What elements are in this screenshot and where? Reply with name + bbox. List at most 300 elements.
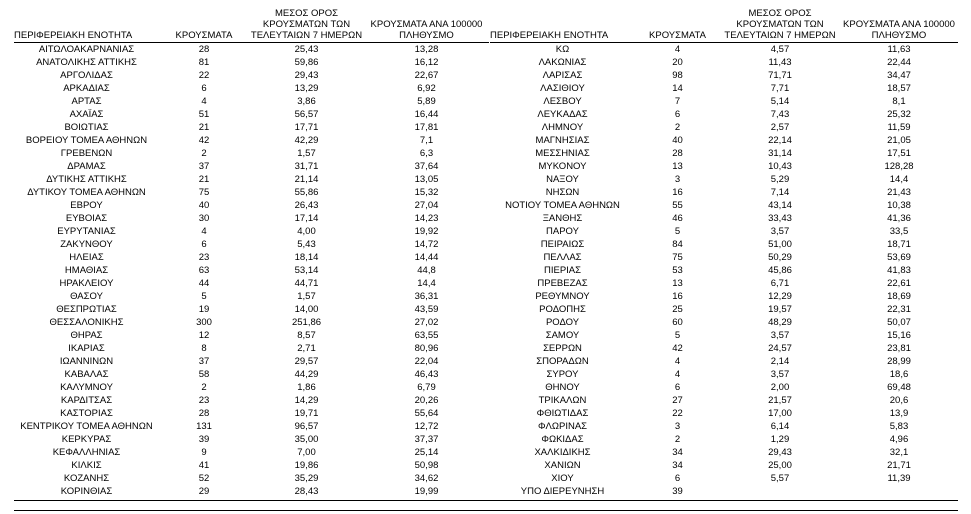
per100k-cell: 11,59: [887, 122, 911, 133]
per100k-cell: 7,1: [419, 135, 434, 146]
table-row: [490, 368, 958, 381]
per100k-cell: 22,61: [887, 278, 911, 289]
table-right-body: [490, 43, 958, 499]
per100k-cell: 5,89: [417, 96, 436, 107]
region-cell: ΘΗΝΟΥ: [545, 382, 580, 393]
per100k-cell: 6,79: [417, 382, 436, 393]
per100k-cell: 28,99: [887, 356, 911, 367]
region-cell: ΡΟΔΟΥ: [545, 317, 580, 328]
per100k-cell: 128,28: [884, 161, 914, 172]
per100k-cell: 15,16: [887, 330, 911, 341]
table-row: [490, 56, 958, 69]
avg7-cell: [720, 485, 840, 498]
cases-cell: 4: [201, 96, 207, 107]
cases-cell: 41: [198, 460, 210, 471]
region-cell: ΙΚΑΡΙΑΣ: [68, 343, 105, 354]
table-row: [14, 43, 489, 57]
per100k-cell: 14,44: [414, 252, 439, 263]
avg7-cell: 14,00: [294, 304, 319, 315]
per100k-cell: 11,63: [887, 44, 911, 55]
header-cases: ΚΡΟΥΣΜΑΤΑ: [159, 8, 249, 43]
avg7-cell: 2,00: [770, 382, 790, 393]
table-row: [14, 212, 489, 225]
region-cell: ΧΑΝΙΩΝ: [544, 460, 581, 471]
per100k-cell: 19,92: [414, 226, 439, 237]
region-cell: ΕΥΡΥΤΑΝΙΑΣ: [57, 226, 116, 237]
table-row: [14, 186, 489, 199]
region-cell: ΚΑΒΑΛΑΣ: [64, 369, 109, 380]
region-cell: ΓΡΕΒΕΝΩΝ: [60, 148, 113, 159]
region-cell: ΘΕΣΣΑΛΟΝΙΚΗΣ: [49, 317, 124, 328]
per100k-cell: 27,02: [414, 317, 439, 328]
cases-cell: 44: [198, 278, 210, 289]
avg7-cell: 24,57: [768, 343, 792, 354]
cases-cell: 5: [201, 291, 207, 302]
table-row: [14, 173, 489, 186]
table-row: [490, 134, 958, 147]
avg7-cell: 21,57: [768, 395, 792, 406]
region-cell: ΚΑΣΤΟΡΙΑΣ: [60, 408, 113, 419]
per100k-cell: 21,05: [887, 135, 911, 146]
per100k-cell: 23,81: [887, 343, 911, 354]
region-cell: ΚΙΛΚΙΣ: [71, 460, 102, 471]
avg7-cell: 251,86: [291, 317, 322, 328]
region-cell: ΑΡΓΟΛΙΔΑΣ: [60, 70, 113, 81]
avg7-cell: 1,86: [297, 382, 316, 393]
avg7-cell: 31,14: [768, 148, 792, 159]
region-cell: ΜΥΚΟΝΟΥ: [538, 161, 587, 172]
avg7-cell: 25,43: [294, 44, 319, 55]
table-row: [14, 69, 489, 82]
table-row: [490, 251, 958, 264]
header-row: [490, 8, 958, 43]
region-cell: ΦΘΙΩΤΙΔΑΣ: [536, 408, 589, 419]
cases-cell: 98: [672, 70, 683, 81]
region-cell: ΠΡΕΒΕΖΑΣ: [537, 278, 588, 289]
table-row: [14, 316, 489, 329]
cases-cell: 55: [672, 200, 683, 211]
cases-cell: 5: [674, 226, 681, 237]
header-region: ΠΕΡΙΦΕΡΕΙΑΚΗ ΕΝΟΤΗΤΑ: [490, 8, 635, 43]
cases-cell: 6: [201, 83, 207, 94]
table-row: [14, 394, 489, 407]
cases-cell: 2: [674, 122, 681, 133]
cases-cell: 42: [672, 343, 683, 354]
cases-cell: 37: [198, 161, 210, 172]
region-cell: ΘΕΣΠΡΩΤΙΑΣ: [56, 304, 117, 315]
per100k-cell: 53,69: [887, 252, 911, 263]
per100k-cell: 13,05: [414, 174, 439, 185]
cases-cell: 8: [201, 343, 207, 354]
table-row: [14, 251, 489, 264]
table-row: [14, 446, 489, 459]
cases-cell: 6: [674, 109, 681, 120]
region-cell: ΛΑΚΩΝΙΑΣ: [538, 57, 587, 68]
avg7-cell: 5,43: [297, 239, 316, 250]
avg7-cell: 18,14: [294, 252, 319, 263]
region-cell: ΑΙΤΩΛΟΑΚΑΡΝΑΝΙΑΣ: [38, 44, 135, 55]
header-per100k-line1: ΚΡΟΥΣΜΑΤΑ ΑΝΑ 100000: [843, 19, 955, 30]
region-cell: ΛΗΜΝΟΥ: [541, 122, 584, 133]
region-cell: ΗΡΑΚΛΕΙΟΥ: [59, 278, 114, 289]
avg7-cell: 2,14: [770, 356, 790, 367]
region-cell: ΤΡΙΚΑΛΩΝ: [538, 395, 587, 406]
avg7-cell: 21,14: [294, 174, 319, 185]
table-row: [14, 199, 489, 212]
avg7-cell: 7,14: [770, 187, 790, 198]
per100k-cell: 20,6: [889, 395, 909, 406]
region-cell: ΑΡΚΑΔΙΑΣ: [63, 83, 110, 94]
region-cell: ΚΕΡΚΥΡΑΣ: [61, 434, 112, 445]
region-cell: ΒΟΙΩΤΙΑΣ: [64, 122, 109, 133]
avg7-cell: 6,71: [770, 278, 790, 289]
cases-cell: 58: [198, 369, 210, 380]
per100k-cell: 14,4: [889, 174, 909, 185]
cases-cell: 20: [672, 57, 683, 68]
avg7-cell: 4,00: [297, 226, 316, 237]
avg7-cell: 17,14: [294, 213, 319, 224]
cases-cell: 23: [198, 395, 210, 406]
region-cell: ΔΡΑΜΑΣ: [67, 161, 106, 172]
cases-cell: 30: [198, 213, 210, 224]
cases-cell: 13: [672, 278, 683, 289]
table-row: [490, 121, 958, 134]
avg7-cell: 3,57: [770, 330, 790, 341]
table-row: [490, 277, 958, 290]
cases-cell: 16: [672, 187, 683, 198]
table-row: [14, 147, 489, 160]
per100k-cell: 32,1: [889, 447, 909, 458]
per100k-cell: 20,26: [414, 395, 439, 406]
avg7-cell: 11,43: [768, 57, 792, 68]
cases-cell: 2: [674, 434, 681, 445]
cases-cell: 51: [198, 109, 210, 120]
region-cell: ΣΠΟΡΑΔΩΝ: [536, 356, 589, 367]
table-row: [490, 407, 958, 420]
avg7-cell: 17,00: [768, 408, 792, 419]
header-avg7-line3: ΤΕΛΕΥΤΑΙΩΝ 7 ΗΜΕΡΩΝ: [250, 30, 363, 41]
per100k-cell: 4,96: [889, 434, 909, 445]
per100k-cell: 34,62: [414, 473, 439, 484]
header-avg7-line3: ΤΕΛΕΥΤΑΙΩΝ 7 ΗΜΕΡΩΝ: [724, 30, 836, 41]
table-row: [490, 381, 958, 394]
cases-cell: 28: [672, 148, 683, 159]
cases-cell: 25: [672, 304, 683, 315]
table-row: [490, 485, 958, 498]
table-row: [14, 160, 489, 173]
table-row: [490, 290, 958, 303]
avg7-cell: 12,29: [768, 291, 792, 302]
region-cell: ΣΑΜΟΥ: [545, 330, 580, 341]
header-per100k: [364, 8, 489, 43]
per100k-cell: 12,72: [414, 421, 439, 432]
table-row: [490, 212, 958, 225]
cases-cell: 4: [674, 44, 681, 55]
header-cases: ΚΡΟΥΣΜΑΤΑ: [635, 8, 720, 43]
table-row: [490, 82, 958, 95]
per100k-cell: 46,43: [414, 369, 439, 380]
cases-cell: 4: [674, 356, 681, 367]
per100k-cell: 14,23: [414, 213, 439, 224]
region-cell: ΥΠΟ ΔΙΕΡΕΥΝΗΣΗ: [520, 486, 605, 497]
table-row: [490, 199, 958, 212]
header-per100k: [840, 8, 958, 43]
cases-cell: 12: [198, 330, 210, 341]
per100k-cell: 6,92: [417, 83, 436, 94]
cases-cell: 84: [672, 239, 683, 250]
avg7-cell: 22,14: [768, 135, 792, 146]
table-right: [490, 8, 958, 498]
region-cell: ΡΕΘΥΜΝΟΥ: [535, 291, 590, 302]
per100k-cell: 43,59: [414, 304, 439, 315]
region-cell: ΧΑΛΚΙΔΙΚΗΣ: [534, 447, 591, 458]
per100k-cell: 22,44: [887, 57, 911, 68]
avg7-cell: 7,71: [770, 83, 790, 94]
per100k-cell: 37,37: [414, 434, 439, 445]
per100k-cell: 6,3: [419, 148, 434, 159]
cases-cell: 131: [196, 421, 212, 432]
per100k-cell: [840, 485, 958, 498]
cases-cell: 34: [672, 447, 683, 458]
cases-cell: 21: [198, 174, 210, 185]
cases-cell: 37: [198, 356, 210, 367]
table-row: [490, 446, 958, 459]
avg7-cell: 3,86: [297, 96, 316, 107]
table-row: [14, 459, 489, 472]
avg7-cell: 3,57: [770, 369, 790, 380]
avg7-cell: 8,57: [297, 330, 316, 341]
region-cell: ΔΥΤΙΚΗΣ ΑΤΤΙΚΗΣ: [46, 174, 127, 185]
avg7-cell: 7,00: [297, 447, 316, 458]
avg7-cell: 29,43: [768, 447, 792, 458]
cases-cell: 63: [198, 265, 210, 276]
region-cell: ΛΑΣΙΘΙΟΥ: [540, 83, 585, 94]
cases-cell: 81: [198, 57, 210, 68]
region-cell: ΘΗΡΑΣ: [70, 330, 103, 341]
cases-cell: 21: [198, 122, 210, 133]
cases-cell: 19: [198, 304, 210, 315]
cases-cell: 14: [672, 83, 683, 94]
table-row: [14, 342, 489, 355]
per100k-cell: 21,71: [887, 460, 911, 471]
per100k-cell: 19,99: [414, 486, 439, 497]
avg7-cell: 29,57: [294, 356, 319, 367]
header-avg7: [720, 8, 840, 43]
cases-cell: 7: [674, 96, 681, 107]
per100k-cell: 25,14: [414, 447, 439, 458]
table-row: [490, 108, 958, 121]
per100k-cell: 22,31: [887, 304, 911, 315]
cases-cell: 3: [674, 421, 681, 432]
avg7-cell: 5,14: [770, 96, 790, 107]
avg7-cell: 59,86: [294, 57, 319, 68]
table-row: [490, 147, 958, 160]
table-left-body: [14, 43, 489, 499]
table-row: [490, 173, 958, 186]
avg7-cell: 1,57: [297, 291, 316, 302]
cases-cell: 60: [672, 317, 683, 328]
avg7-cell: 6,14: [770, 421, 790, 432]
per100k-cell: 16,44: [414, 109, 439, 120]
region-cell: ΖΑΚΥΝΘΟΥ: [60, 239, 113, 250]
region-cell: ΜΑΓΝΗΣΙΑΣ: [535, 135, 590, 146]
cases-cell: 75: [198, 187, 210, 198]
per100k-cell: 22,04: [414, 356, 439, 367]
per100k-cell: 41,83: [887, 265, 911, 276]
cases-cell: 2: [201, 382, 207, 393]
region-cell: ΚΑΡΔΙΤΣΑΣ: [60, 395, 113, 406]
cases-cell: 27: [672, 395, 683, 406]
region-cell: ΒΟΡΕΙΟΥ ΤΟΜΕΑ ΑΘΗΝΩΝ: [25, 135, 148, 146]
avg7-cell: 2,57: [770, 122, 790, 133]
avg7-cell: 19,71: [294, 408, 319, 419]
cases-cell: 4: [201, 226, 207, 237]
region-cell: ΚΕΦΑΛΛΗΝΙΑΣ: [52, 447, 121, 458]
table-row: [14, 95, 489, 108]
table-row: [490, 394, 958, 407]
cases-cell: 46: [672, 213, 683, 224]
table-row: [14, 407, 489, 420]
per100k-cell: 21,43: [887, 187, 911, 198]
cases-cell: 22: [198, 70, 210, 81]
per100k-cell: 14,72: [414, 239, 439, 250]
region-cell: ΗΜΑΘΙΑΣ: [64, 265, 109, 276]
header-avg7-line2: ΚΡΟΥΣΜΑΤΩΝ ΤΩΝ: [262, 19, 351, 30]
table-row: [14, 56, 489, 69]
avg7-cell: 1,57: [297, 148, 316, 159]
bottom-rule: [14, 500, 958, 501]
per100k-cell: 37,64: [414, 161, 439, 172]
table-row: [490, 472, 958, 485]
cases-cell: 75: [672, 252, 683, 263]
region-cell: ΚΩ: [555, 44, 570, 55]
avg7-cell: 35,29: [294, 473, 319, 484]
table-row: [14, 472, 489, 485]
per100k-cell: 41,36: [887, 213, 911, 224]
avg7-cell: 31,71: [294, 161, 319, 172]
cases-cell: 5: [674, 330, 681, 341]
per100k-cell: 55,64: [414, 408, 439, 419]
cases-cell: 40: [672, 135, 683, 146]
avg7-cell: 42,29: [294, 135, 319, 146]
per100k-cell: 8,1: [892, 96, 906, 107]
table-row: [490, 342, 958, 355]
cases-cell: 53: [672, 265, 683, 276]
per100k-cell: 69,48: [887, 382, 911, 393]
header-row: [14, 8, 489, 43]
cases-cell: 28: [198, 44, 210, 55]
per100k-cell: 13,9: [889, 408, 909, 419]
region-cell: ΗΛΕΙΑΣ: [69, 252, 104, 263]
avg7-cell: 50,29: [768, 252, 792, 263]
table-row: [14, 238, 489, 251]
avg7-cell: 56,57: [294, 109, 319, 120]
cases-cell: 29: [198, 486, 210, 497]
avg7-cell: 43,14: [768, 200, 792, 211]
avg7-cell: 17,71: [294, 122, 319, 133]
per100k-cell: 18,57: [887, 83, 911, 94]
cases-cell: 300: [196, 317, 212, 328]
table-row: [14, 277, 489, 290]
region-cell: ΡΟΔΟΠΗΣ: [539, 304, 586, 315]
region-cell: ΚΟΡΙΝΘΙΑΣ: [60, 486, 113, 497]
avg7-cell: 29,43: [294, 70, 319, 81]
table-row: [14, 368, 489, 381]
table-row: [490, 459, 958, 472]
table-row: [490, 238, 958, 251]
cases-cell: 6: [674, 382, 681, 393]
table-row: [490, 264, 958, 277]
table-row: [490, 95, 958, 108]
avg7-cell: 53,14: [294, 265, 319, 276]
table-row: [14, 329, 489, 342]
region-cell: ΛΑΡΙΣΑΣ: [542, 70, 583, 81]
cases-cell: 2: [201, 148, 207, 159]
table-row: [14, 121, 489, 134]
per100k-cell: 18,6: [889, 369, 909, 380]
region-cell: ΦΛΩΡΙΝΑΣ: [537, 421, 588, 432]
per100k-cell: 18,71: [887, 239, 911, 250]
cases-cell: 6: [674, 473, 681, 484]
cases-cell: 42: [198, 135, 210, 146]
per100k-cell: 25,32: [887, 109, 911, 120]
avg7-cell: 48,29: [768, 317, 792, 328]
region-cell: ΠΕΛΛΑΣ: [543, 252, 582, 263]
per100k-cell: 16,12: [414, 57, 439, 68]
table-row: [490, 316, 958, 329]
avg7-cell: 19,86: [294, 460, 319, 471]
table-row: [14, 108, 489, 121]
table-row: [14, 264, 489, 277]
table-row: [14, 225, 489, 238]
cases-cell: 4: [674, 369, 681, 380]
header-per100k-line2: ΠΛΗΘΥΣΜΟ: [399, 30, 454, 41]
table-row: [490, 329, 958, 342]
region-cell: ΧΙΟΥ: [551, 473, 574, 484]
region-cell: ΜΕΣΣΗΝΙΑΣ: [535, 148, 590, 159]
avg7-cell: 5,29: [770, 174, 790, 185]
avg7-cell: 96,57: [294, 421, 319, 432]
table-row: [14, 290, 489, 303]
region-cell: ΚΕΝΤΡΙΚΟΥ ΤΟΜΕΑ ΑΘΗΝΩΝ: [20, 421, 153, 432]
region-cell: ΣΥΡΟΥ: [546, 369, 579, 380]
cases-cell: 9: [201, 447, 207, 458]
avg7-cell: 51,00: [768, 239, 792, 250]
region-cell: ΛΕΣΒΟΥ: [543, 96, 582, 107]
region-cell: ΕΥΒΟΙΑΣ: [65, 213, 108, 224]
per100k-cell: 15,32: [414, 187, 439, 198]
table-row: [14, 134, 489, 147]
per100k-cell: 27,04: [414, 200, 439, 211]
region-cell: ΑΝΑΤΟΛΙΚΗΣ ΑΤΤΙΚΗΣ: [36, 57, 137, 68]
avg7-cell: 3,57: [770, 226, 790, 237]
per100k-cell: 13,28: [414, 44, 439, 55]
per100k-cell: 50,07: [887, 317, 911, 328]
table-row: [14, 355, 489, 368]
avg7-cell: 44,29: [294, 369, 319, 380]
region-cell: ΦΩΚΙΔΑΣ: [541, 434, 584, 445]
per100k-cell: 44,8: [417, 265, 436, 276]
header-per100k-line1: ΚΡΟΥΣΜΑΤΑ ΑΝΑ 100000: [370, 19, 483, 30]
table-row: [490, 160, 958, 173]
region-cell: ΑΧΑΪΑΣ: [69, 109, 104, 120]
region-cell: ΠΕΙΡΑΙΩΣ: [540, 239, 585, 250]
cases-cell: 39: [672, 486, 683, 497]
bottom-rule-double: [14, 510, 958, 511]
header-region: ΠΕΡΙΦΕΡΕΙΑΚΗ ΕΝΟΤΗΤΑ: [14, 8, 159, 43]
cases-cell: 52: [198, 473, 210, 484]
region-cell: ΛΕΥΚΑΔΑΣ: [537, 109, 588, 120]
